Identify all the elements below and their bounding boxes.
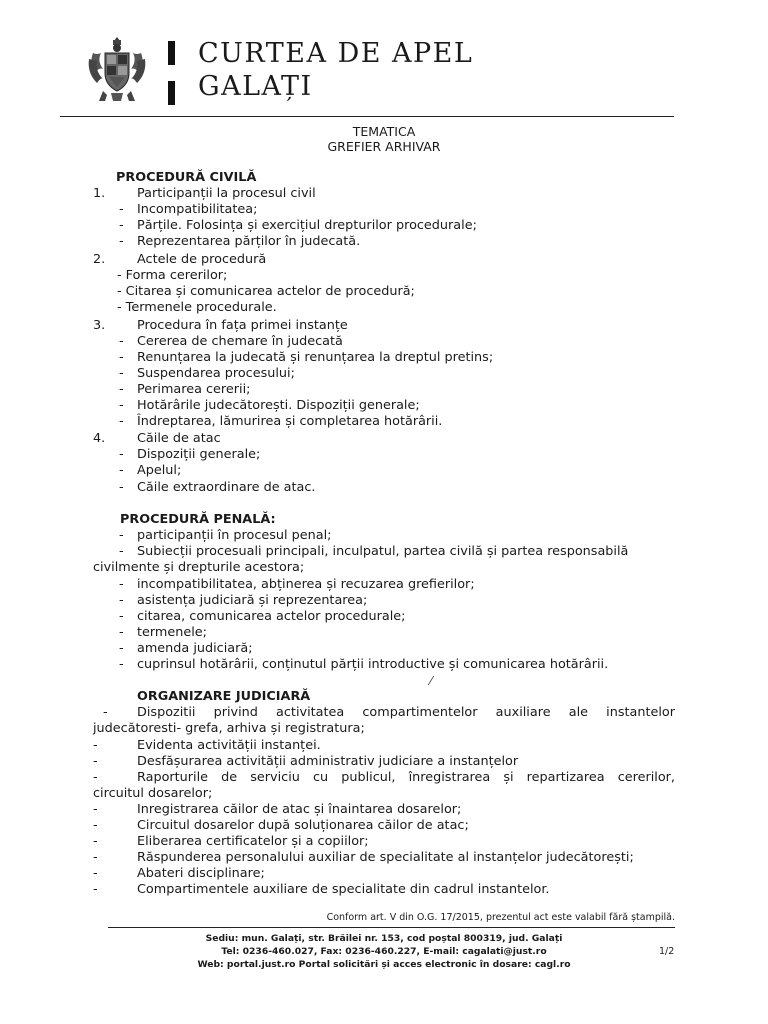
- pen-mark: ⁄: [430, 674, 433, 688]
- list-item: participanții în procesul penal;: [137, 528, 332, 543]
- list-item: Reprezentarea părților în judecată.: [137, 234, 361, 249]
- list-item: Renunțarea la judecată și renunțarea la dreptul pretins;: [137, 350, 494, 365]
- list-marker: 4.: [93, 431, 106, 446]
- list-item: Suspendarea procesului;: [137, 366, 295, 381]
- section-heading-org: ORGANIZARE JUDICIARĂ: [137, 689, 311, 704]
- list-marker: -: [93, 866, 98, 881]
- list-item: - Forma cererilor;: [117, 268, 228, 283]
- list-marker: -: [119, 657, 124, 672]
- list-marker: -: [119, 366, 124, 381]
- list-marker: -: [93, 850, 98, 865]
- list-item: Desfășurarea activității administrativ judiciare a instanțelor: [137, 754, 519, 769]
- list-marker: -: [119, 334, 124, 349]
- list-item: - Termenele procedurale.: [117, 300, 277, 315]
- validity-note: Conform art. V din O.G. 17/2015, prezentul act este valabil fără ștampilă.: [326, 912, 675, 923]
- list-item: Evidenta activității instanței.: [137, 738, 321, 753]
- list-marker: -: [93, 834, 98, 849]
- romania-coat-of-arms-icon: [85, 33, 149, 109]
- list-item: Dispoziții generale;: [137, 447, 261, 462]
- court-name-line1: CURTEA DE APEL: [198, 38, 474, 69]
- document-title: TEMATICA: [352, 124, 416, 139]
- letterhead-bars: [168, 41, 176, 105]
- list-item: amenda judiciară;: [137, 641, 253, 656]
- list-marker: -: [119, 544, 124, 559]
- list-item: Căile extraordinare de atac.: [137, 480, 316, 495]
- list-item: incompatibilitatea, abținerea și recuzarea grefierilor;: [137, 577, 475, 592]
- list-marker: -: [119, 593, 124, 608]
- list-marker: -: [119, 463, 124, 478]
- footer-web: Web: portal.just.ro Portal solicitări și acces electronic în dosare: cagl.ro: [197, 959, 571, 970]
- list-marker: -: [119, 609, 124, 624]
- list-marker: -: [119, 414, 124, 429]
- list-item: Hotărârile judecătorești. Dispoziții generale;: [137, 398, 420, 413]
- bar-lower: [168, 81, 175, 105]
- list-item: circuitul dosarelor;: [93, 786, 213, 801]
- list-item: Căile de atac: [137, 431, 221, 446]
- list-item: civilmente și drepturile acestora;: [93, 560, 305, 575]
- list-marker: -: [93, 818, 98, 833]
- list-item: Circuitul dosarelor după soluționarea căilor de atac;: [137, 818, 469, 833]
- list-item: Raporturile de serviciu cu publicul, înregistrarea și repartizarea cererilor,: [137, 770, 675, 785]
- list-item: Perimarea cererii;: [137, 382, 251, 397]
- court-name: [198, 37, 473, 103]
- list-item: - Citarea și comunicarea actelor de procedură;: [117, 284, 415, 299]
- list-marker: -: [93, 882, 98, 897]
- list-item: judecătoresti- grefa, arhiva și registratura;: [93, 721, 365, 736]
- list-marker: -: [119, 202, 124, 217]
- list-item: Subiecții procesuali principali, inculpatul, partea civilă și partea responsabilă: [137, 544, 629, 559]
- document-subtitle: GREFIER ARHIVAR: [327, 139, 441, 154]
- list-item: Dispozitii privind activitatea compartimentelor auxiliare ale instantelor: [137, 705, 675, 720]
- bar-upper: [168, 41, 175, 65]
- list-marker: -: [119, 382, 124, 397]
- list-marker: -: [119, 398, 124, 413]
- list-item: Răspunderea personalului auxiliar de specialitate al instanțelor judecătorești;: [137, 850, 634, 865]
- list-marker: -: [93, 754, 98, 769]
- footer-divider: [108, 927, 675, 928]
- list-marker: -: [119, 625, 124, 640]
- list-marker: -: [119, 528, 124, 543]
- list-item: Procedura în fața primei instanțe: [137, 318, 348, 333]
- page-number: 1/2: [659, 946, 675, 957]
- list-marker: -: [119, 218, 124, 233]
- list-marker: -: [119, 447, 124, 462]
- list-item: citarea, comunicarea actelor procedurale;: [137, 609, 406, 624]
- list-item: Compartimentele auxiliare de specialitate din cadrul instantelor.: [137, 882, 550, 897]
- list-item: Cererea de chemare în judecată: [137, 334, 343, 349]
- list-item: Apelul;: [137, 463, 182, 478]
- list-marker: -: [119, 234, 124, 249]
- list-marker: -: [103, 705, 108, 720]
- list-item: cuprinsul hotărârii, conținutul părții introductive și comunicarea hotărârii.: [137, 657, 609, 672]
- footer-address: Sediu: mun. Galați, str. Brăilei nr. 153, cod poștal 800319, jud. Galați: [205, 933, 563, 944]
- list-marker: -: [119, 480, 124, 495]
- list-marker: -: [119, 350, 124, 365]
- list-item: Actele de procedură: [137, 252, 267, 267]
- list-item: Eliberarea certificatelor și a copiilor;: [137, 834, 369, 849]
- list-item: Incompatibilitatea;: [137, 202, 258, 217]
- list-item: Îndreptarea, lămurirea și completarea hotărârii.: [137, 414, 443, 429]
- section-heading-penal: PROCEDURĂ PENALĂ:: [120, 512, 276, 527]
- header-divider: [60, 116, 674, 117]
- list-marker: 3.: [93, 318, 106, 333]
- footer-contact: Tel: 0236-460.027, Fax: 0236-460.227, E-mail: cagalati@just.ro: [221, 946, 547, 957]
- letterhead: [85, 33, 685, 113]
- court-name-line2: GALAȚI: [198, 71, 313, 102]
- list-marker: -: [119, 641, 124, 656]
- section-heading-civil: PROCEDURĂ CIVILĂ: [116, 170, 257, 185]
- list-marker: -: [93, 770, 98, 785]
- list-marker: -: [93, 738, 98, 753]
- list-item: termenele;: [137, 625, 207, 640]
- list-marker: -: [93, 802, 98, 817]
- list-item: Inregistrarea căilor de atac și înaintarea dosarelor;: [137, 802, 462, 817]
- list-marker: -: [119, 577, 124, 592]
- list-marker: 2.: [93, 252, 106, 267]
- list-item: Participanții la procesul civil: [137, 186, 316, 201]
- list-item: asistența judiciară și reprezentarea;: [137, 593, 368, 608]
- list-item: Părțile. Folosința și exercițiul drepturilor procedurale;: [137, 218, 477, 233]
- list-marker: 1.: [93, 186, 106, 201]
- list-item: Abateri disciplinare;: [137, 866, 265, 881]
